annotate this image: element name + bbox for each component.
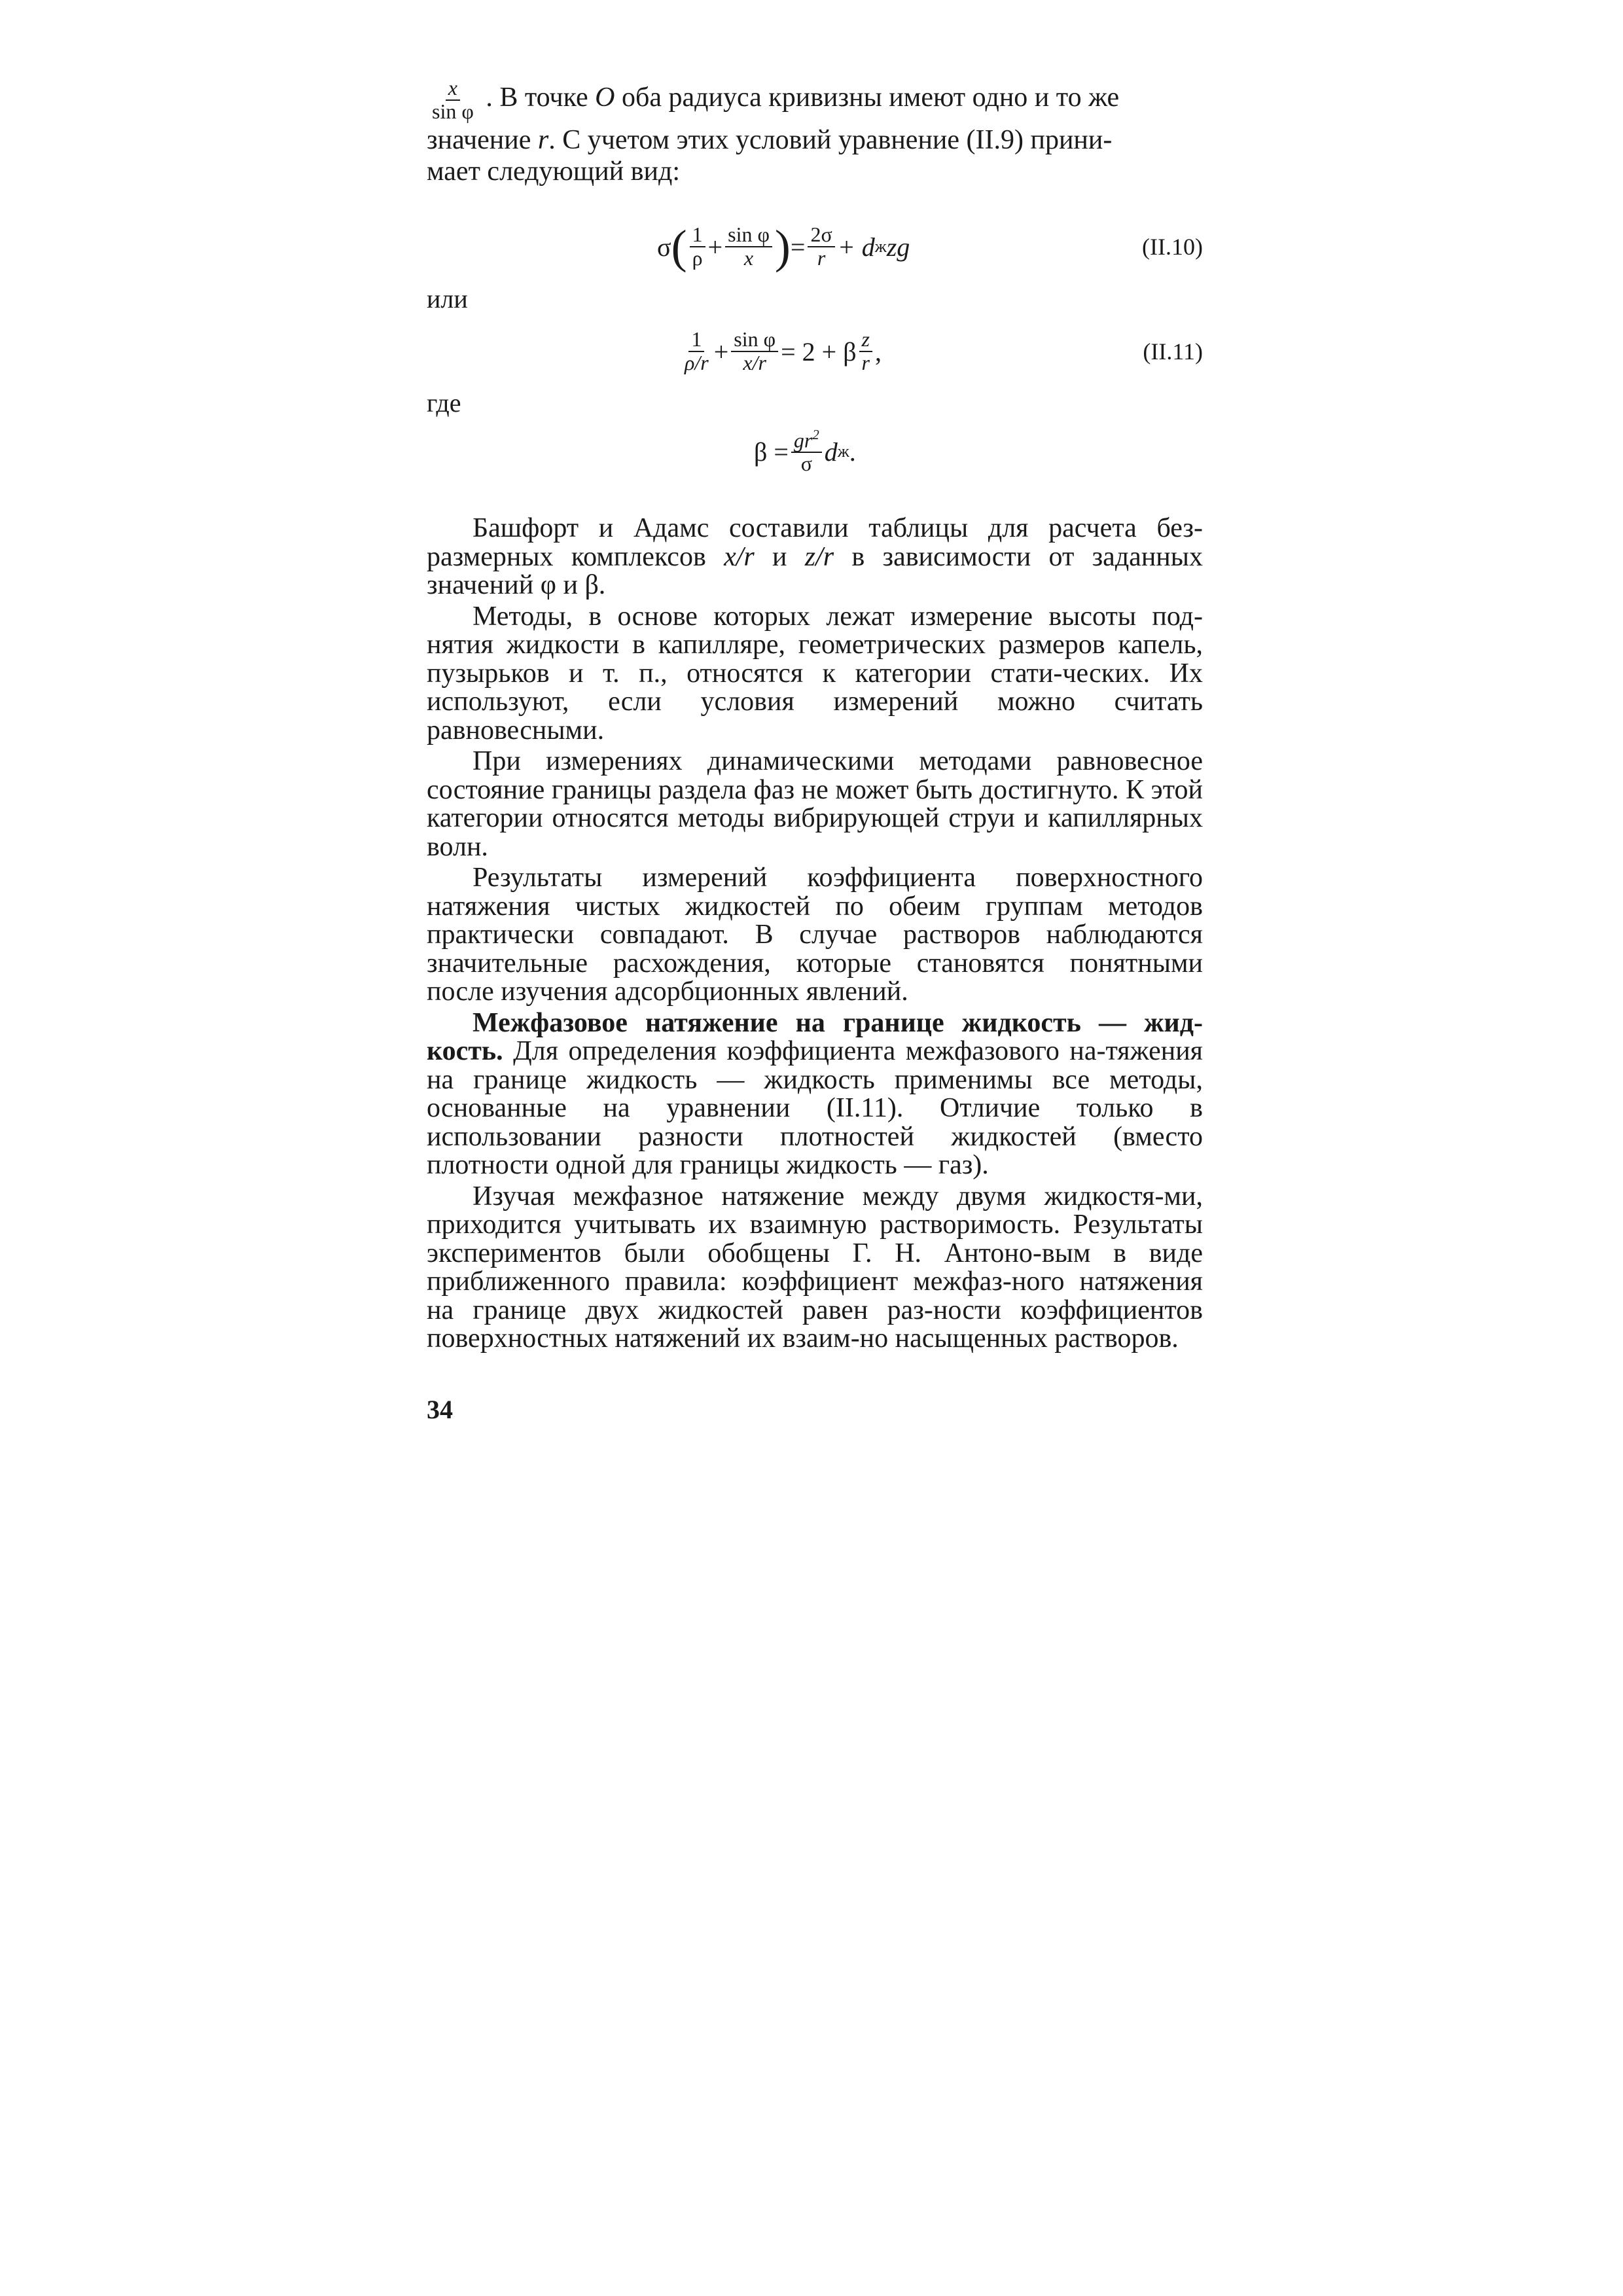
fraction-numerator: sin φ [725,224,772,247]
fraction-denominator: ρ/r [685,351,709,374]
text-segment: и [754,541,805,572]
text-segment: . С учетом этих условий уравнение (II.9) прини- [548,125,1113,156]
text-segment: оба радиуса кривизны имеют одно и то же [615,82,1120,113]
body-text [427,514,1203,1356]
intro-line-1 [427,77,1203,122]
ratio-x-r: x/r [724,541,755,572]
fraction-denominator: r [817,246,826,270]
section-heading: Межфазовое натяжение на границе жидкость — жид-кость. [427,1007,1203,1066]
density-term: + d [837,232,875,262]
intro-text [427,77,1203,188]
fraction-numerator: x [446,77,460,101]
fraction-numerator: sin φ [731,329,778,352]
paragraph-antonov-rule: Изучая межфазное натяжение между двумя жидкостя-ми, приходится учитывать их взаимную растворимость. Результаты экспериментов были обобщены Г. Н. Антоно-вым в виде приближенного правила: коэффициент межфаз-ного натяжения на границе двух жидкостей равен раз-ности коэффициентов поверхностных натяжений их взаим-но насыщенных растворов. [427,1181,1203,1354]
fraction-denominator: x/r [743,351,766,374]
right-hand-side: = 2 + β [781,336,857,367]
equation-body [679,315,882,387]
density-subscript: ж [874,237,887,256]
fraction-1-over-rho-r [682,329,711,374]
point-symbol: O [595,82,615,113]
paragraph-bashforth-adams [427,514,1203,600]
fraction-numerator: 1 [690,224,705,247]
intro-line-3: мает следующий вид: [427,156,681,187]
equation-beta [427,416,1203,488]
equals-sign: = [790,232,806,262]
variable-r: r [537,125,549,156]
text-segment: в зависимости от заданных значений φ и β. [427,541,1203,600]
text-segment: . В точке [478,82,596,113]
fraction-denominator: r [861,351,870,374]
plus-sign: + [713,336,729,367]
fraction-z-over-r [859,329,872,374]
equation-number: (II.11) [1143,338,1203,365]
ratio-z-r: z/r [804,541,834,572]
equation-ii-11 [427,315,1203,387]
density-term: d [824,437,838,467]
equation-number: (II.10) [1142,234,1203,260]
fraction-sinphi-over-x [725,224,772,269]
equation-body [754,416,856,488]
fraction-denominator: x [743,246,754,270]
paragraph-static-methods: Методы, в основе которых лежат измерение высоты под-нятия жидкости в капилляре, геометрических размеров капель, пузырьков и т. п., относятся к категории стати-ческих. Их используют, если условия измерений можно считать равновесными. [427,601,1203,745]
fraction-denominator: ρ [692,246,703,270]
paragraph-dynamic-methods: При измерениях динамическими методами равновесное состояние границы раздела фаз не может быть достигнуто. К этой категории относятся методы вибрирующей струи и капиллярных волн. [427,746,1203,862]
text-segment: Башфорт и Адамс составили таблицы для расчета без-размерных комплексов [427,513,1203,572]
intro-line-2 [427,126,1203,155]
fraction-numerator [791,428,822,453]
equation-body [657,211,910,283]
word-ili: или [427,284,468,314]
page-number: 34 [427,1395,453,1424]
zg-term: zg [886,232,910,262]
text-segment: Для определения коэффициента межфазового на-тяжения на границе жидкость — жидкость применимы все методы, основанные на уравнении (II.11). Отличие только в использовании разности плотностей жидкостей (вместо плотности одной для границы жидкость — газ). [427,1036,1203,1180]
fraction-gr2-over-sigma [791,428,822,475]
density-subscript: ж [837,442,849,461]
plus-sign: + [707,232,723,262]
gr-term: gr [793,428,813,452]
paragraph-results: Результаты измерений коэффициента поверхностного натяжения чистых жидкостей по обеим группам методов практически совпадают. В случае растворов наблюдаются значительные расхождения, которые становятся понятными после изучения адсорбционных явлений. [427,863,1203,1007]
comma: , [875,336,882,367]
exponent: 2 [812,427,819,443]
text-segment: значение [427,125,538,156]
fraction-x-over-sinphi [429,77,476,122]
sigma-symbol: σ [657,232,671,262]
fraction-numerator: 2σ [808,224,834,247]
paragraph-interfacial-tension [427,1009,1203,1180]
fraction-denominator: σ [800,452,812,476]
fraction-sinphi-over-x-r [731,329,778,374]
fraction-denominator: sin φ [432,99,474,123]
fraction-1-over-rho [690,224,705,269]
left-paren: ( [671,221,687,273]
fraction-2sigma-over-r [808,224,834,269]
beta-lhs: β = [754,437,789,467]
word-gde: где [427,388,461,418]
period: . [849,437,856,467]
equation-ii-10 [427,211,1203,283]
right-paren: ) [774,221,791,273]
fraction-numerator: 1 [688,329,704,352]
fraction-numerator: z [859,329,872,352]
